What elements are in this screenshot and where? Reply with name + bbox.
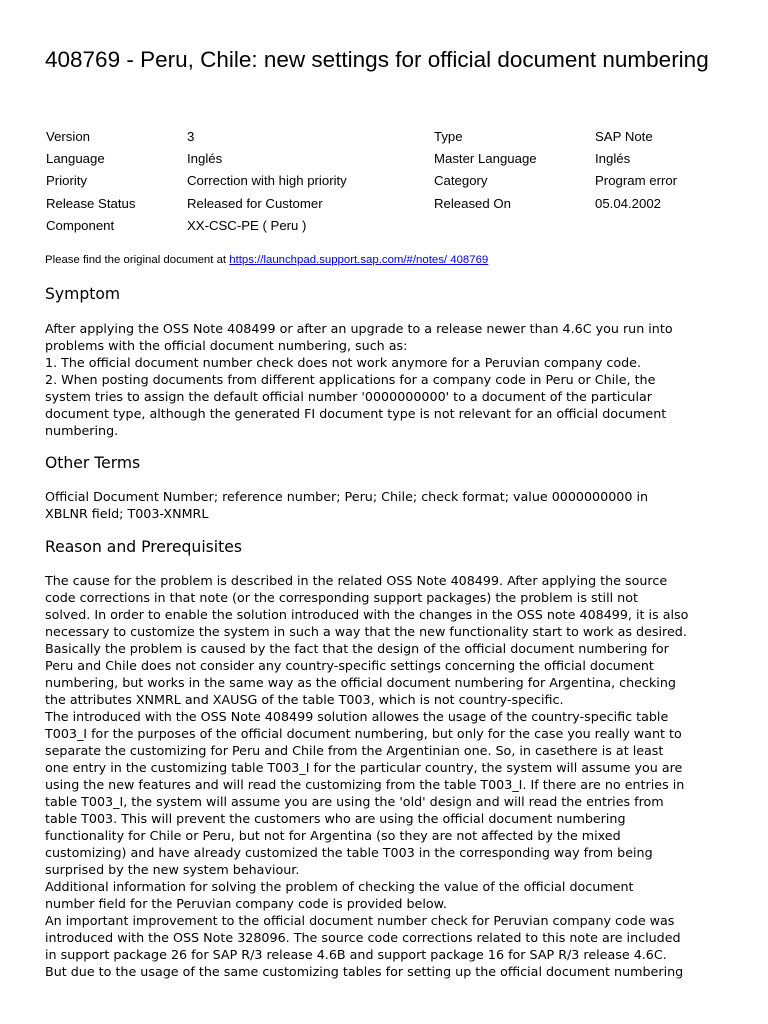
text-line: Official Document Number; reference number; Peru; Chile; check format; value 0000000000 in xyxy=(45,489,649,504)
metadata-row xyxy=(44,192,697,214)
text-line: necessary to customize the system in such a way that the new functionality start to work as desired. xyxy=(45,624,687,639)
metadata-row xyxy=(44,215,697,237)
text-line: functionality for Chile or Peru, but not for Argentina (so they are not affected by the mixed xyxy=(45,828,621,843)
text-line: surprised by the new system behaviour. xyxy=(45,862,300,877)
metadata-label: Component xyxy=(46,218,115,234)
text-line: table T003. This will prevent the customers who are using the official document numbering xyxy=(45,811,626,826)
metadata-label: Type xyxy=(434,128,463,144)
text-line: After applying the OSS Note 408499 or after an upgrade to a release newer than 4.6C you run into xyxy=(45,321,673,336)
section-body-other-terms xyxy=(45,488,735,522)
text-line: numbering. xyxy=(45,423,119,438)
metadata-label xyxy=(432,215,593,237)
text-line: The introduced with the OSS Note 408499 solution allowes the usage of the country-specific table xyxy=(45,709,669,724)
text-line: in support package 26 for SAP R/3 release 4.6B and support package 16 for SAP R/3 release 4.6C. xyxy=(45,947,667,962)
text-line: using the new features and will read the customizing from the table T003_I. If there are no entries in xyxy=(45,777,685,792)
text-line: solved. In order to enable the solution introduced with the changes in the OSS note 408499, it is also xyxy=(45,607,689,622)
text-line: Additional information for solving the problem of checking the value of the official document xyxy=(45,879,634,894)
metadata-row xyxy=(44,170,697,192)
metadata-label: Category xyxy=(434,173,488,189)
metadata-value: 3 xyxy=(187,128,195,144)
text-line: 1. The official document number check does not work anymore for a Peruvian company code. xyxy=(45,355,642,370)
metadata-value: XX-CSC-PE ( Peru ) xyxy=(187,218,307,234)
page-title: 408769 - Peru, Chile: new settings for official document numbering xyxy=(45,47,709,72)
text-line: An important improvement to the official document number check for Peruvian company code was xyxy=(45,913,675,928)
metadata-value: Inglés xyxy=(595,151,631,167)
text-line: problems with the official document numbering, such as: xyxy=(45,338,408,353)
text-line: document type, although the generated FI document type is not relevant for an official document xyxy=(45,406,667,421)
text-line: customizing) and have already customized the table T003 in the corresponding way from being xyxy=(45,845,653,860)
text-line: number field for the Peruvian company code is provided below. xyxy=(45,896,447,911)
section-heading-symptom: Symptom xyxy=(45,285,121,303)
metadata-row xyxy=(44,125,697,147)
metadata-label: Master Language xyxy=(434,151,537,167)
metadata-value: SAP Note xyxy=(595,128,653,144)
metadata-label: Release Status xyxy=(46,195,136,211)
metadata-value: Correction with high priority xyxy=(187,173,347,189)
section-heading-other-terms: Other Terms xyxy=(45,454,141,472)
section-body-symptom xyxy=(45,320,735,439)
text-line: But due to the usage of the same customizing tables for setting up the official document numbering xyxy=(45,964,684,979)
text-line: code corrections in that note (or the corresponding support packages) the problem is still not xyxy=(45,590,638,605)
text-line: numbering, but works in the same way as the official document numbering for Argentina, checking xyxy=(45,675,676,690)
text-line: T003_I for the purposes of the official document numbering, but only for the case you really want to xyxy=(45,726,682,741)
text-line: table T003_I, the system will assume you are using the 'old' design and will read the entries from xyxy=(45,794,664,809)
text-line: system tries to assign the default official number '0000000000' to a document of the particular xyxy=(45,389,652,404)
metadata-value: Released for Customer xyxy=(187,195,323,211)
metadata-label: Version xyxy=(46,128,90,144)
metadata-value: Inglés xyxy=(187,151,223,167)
metadata-value: 05.04.2002 xyxy=(595,195,662,211)
metadata-label: Language xyxy=(46,151,105,167)
original-document-text: Please find the original document at xyxy=(45,254,230,266)
text-line: 2. When posting documents from different applications for a company code in Peru or Chile, the xyxy=(45,372,656,387)
original-document-note xyxy=(45,254,488,266)
text-line: Peru and Chile does not consider any country-specific settings concerning the official document xyxy=(45,658,654,673)
metadata-value: Program error xyxy=(595,173,678,189)
metadata-label: Released On xyxy=(434,195,511,211)
section-heading-reason: Reason and Prerequisites xyxy=(45,538,242,556)
metadata-value xyxy=(593,215,697,237)
section-body-reason xyxy=(45,572,735,980)
metadata-row xyxy=(44,147,697,169)
text-line: The cause for the problem is described in the related OSS Note 408499. After applying the source xyxy=(45,573,668,588)
metadata-table xyxy=(44,125,697,237)
text-line: separate the customizing for Peru and Chile from the Argentinian one. So, in casethere is at least xyxy=(45,743,664,758)
text-line: XBLNR field; T003-XNMRL xyxy=(45,506,209,521)
text-line: Basically the problem is caused by the fact that the design of the official document numbering for xyxy=(45,641,669,656)
text-line: the attributes XNMRL and XAUSG of the table T003, which is not country-specific. xyxy=(45,692,564,707)
text-line: introduced with the OSS Note 328096. The source code corrections related to this note are included xyxy=(45,930,681,945)
original-document-link[interactable]: https://launchpad.support.sap.com/#/notes/ 408769 xyxy=(229,254,489,266)
metadata-label: Priority xyxy=(46,173,88,189)
text-line: one entry in the customizing table T003_I for the particular country, the system will assume you are xyxy=(45,760,683,775)
